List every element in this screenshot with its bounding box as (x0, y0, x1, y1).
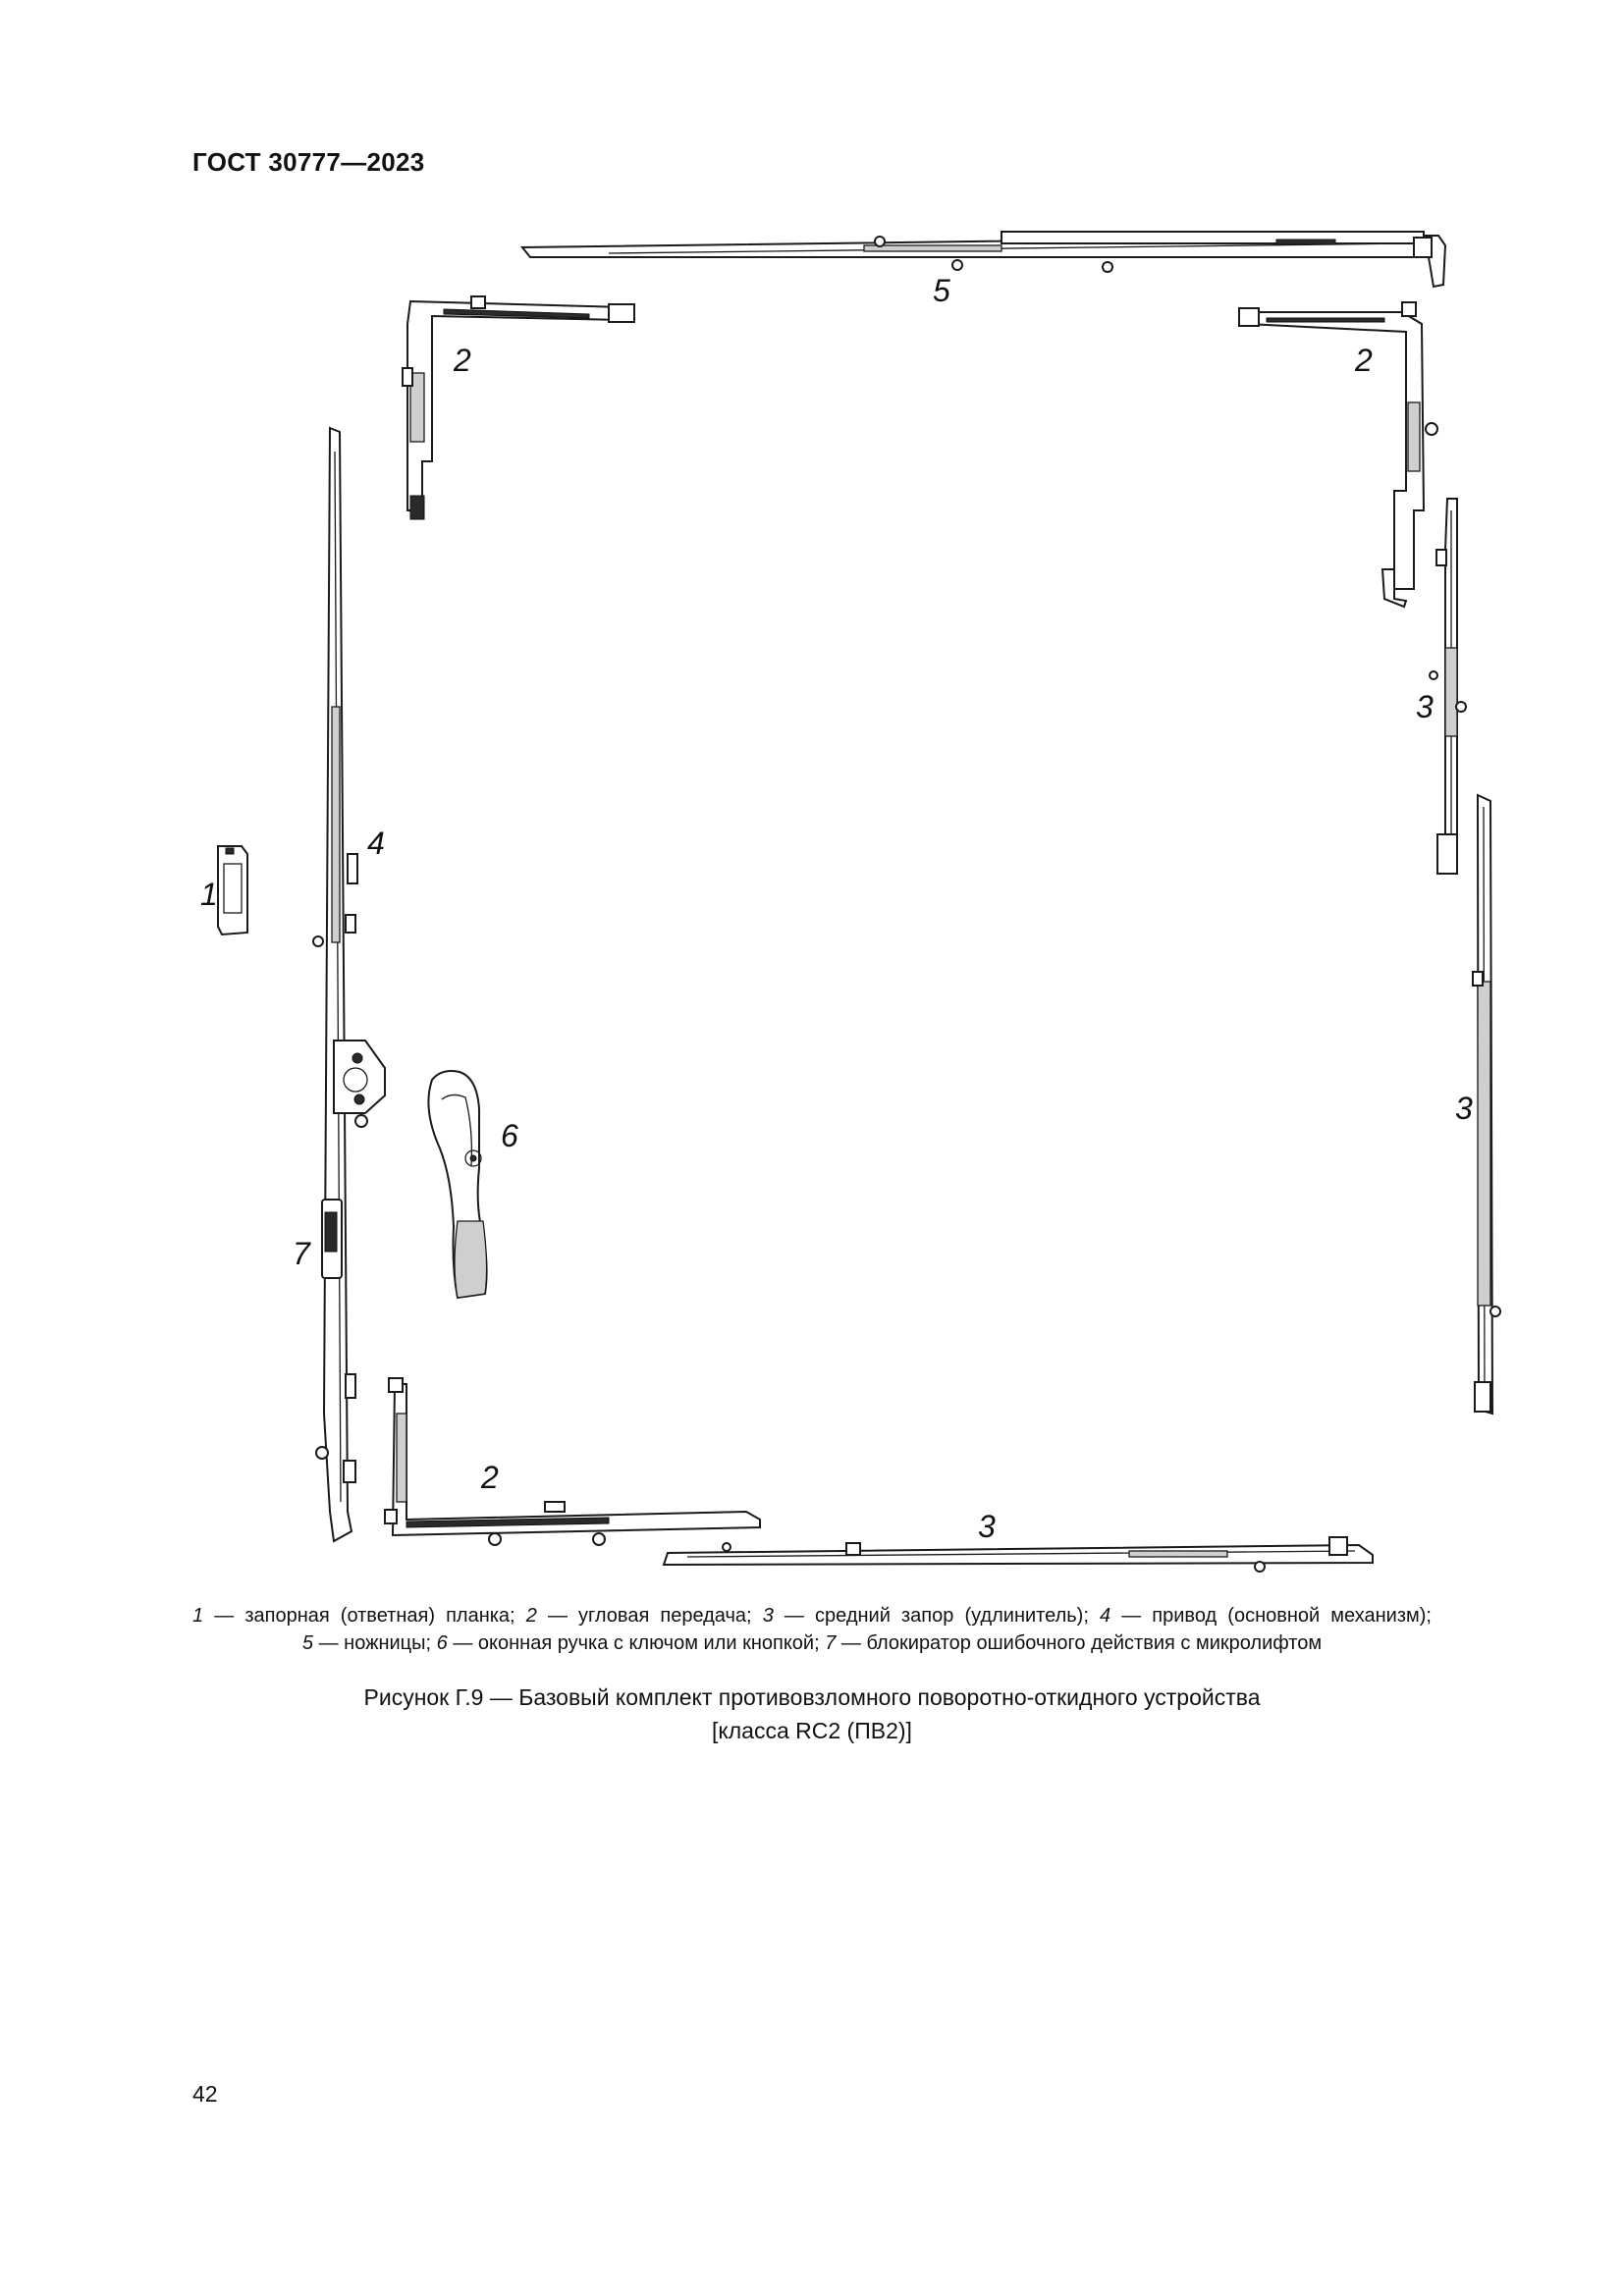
legend-num-5: 5 (301, 1632, 314, 1654)
legend-text-7: — блокиратор ошибочного действия с микролифтом (836, 1632, 1323, 1654)
caption-line-1: Рисунок Г.9 — Базовый комплект противовзломного поворотно-откидного устройства (363, 1684, 1261, 1710)
part-main-drive (313, 428, 357, 1541)
legend-num-7: 7 (825, 1632, 837, 1654)
page-number: 42 (192, 2081, 218, 2107)
part-keeper (218, 846, 247, 934)
part-corner-drive-top-right (1239, 302, 1437, 607)
figure-legend (192, 1602, 1432, 1657)
part-corner-drive-bottom-left (385, 1378, 760, 1545)
legend-text-5: — ножницы; (313, 1632, 437, 1654)
figure-caption (192, 1681, 1432, 1747)
legend-num-4: 4 (1099, 1605, 1111, 1627)
part-window-handle (428, 1071, 486, 1298)
part-middle-lock-right-upper (1430, 499, 1466, 874)
part-blocker (322, 1200, 342, 1278)
part-scissors (522, 232, 1445, 287)
legend-num-1: 1 (192, 1605, 204, 1627)
callout-2-top-left: 2 (454, 343, 471, 378)
caption-line-2: [класса RC2 (ПВ2)] (712, 1718, 912, 1743)
legend-text-1: — запорная (ответная) планка; (203, 1605, 526, 1627)
part-middle-lock-bottom (664, 1537, 1373, 1572)
callout-2-top-right: 2 (1355, 343, 1373, 378)
part-gearbox (334, 1041, 385, 1127)
legend-line-1 (192, 1602, 1432, 1629)
callout-3-right-upper: 3 (1416, 689, 1434, 724)
legend-text-6: — оконная ручка с ключом или кнопкой; (447, 1632, 826, 1654)
part-middle-lock-right-lower (1473, 795, 1500, 1414)
document-header: ГОСТ 30777—2023 (192, 147, 425, 177)
callout-5: 5 (933, 273, 950, 308)
legend-num-2: 2 (525, 1605, 537, 1627)
callout-6: 6 (501, 1118, 518, 1153)
legend-num-6: 6 (436, 1632, 448, 1654)
callout-3-bottom: 3 (978, 1509, 996, 1544)
legend-text-3: — средний запор (удлинитель); (773, 1605, 1100, 1627)
callout-1: 1 (200, 877, 218, 912)
callout-4: 4 (367, 826, 385, 861)
callout-2-bottom-left: 2 (481, 1460, 499, 1495)
legend-text-2: — угловая передача; (536, 1605, 763, 1627)
callout-3-right-lower: 3 (1455, 1091, 1473, 1126)
callout-7: 7 (293, 1236, 310, 1271)
legend-text-4: — привод (основной механизм); (1110, 1605, 1432, 1627)
part-corner-drive-top-left (403, 296, 634, 519)
legend-num-3: 3 (762, 1605, 774, 1627)
legend-line-2 (192, 1629, 1432, 1657)
